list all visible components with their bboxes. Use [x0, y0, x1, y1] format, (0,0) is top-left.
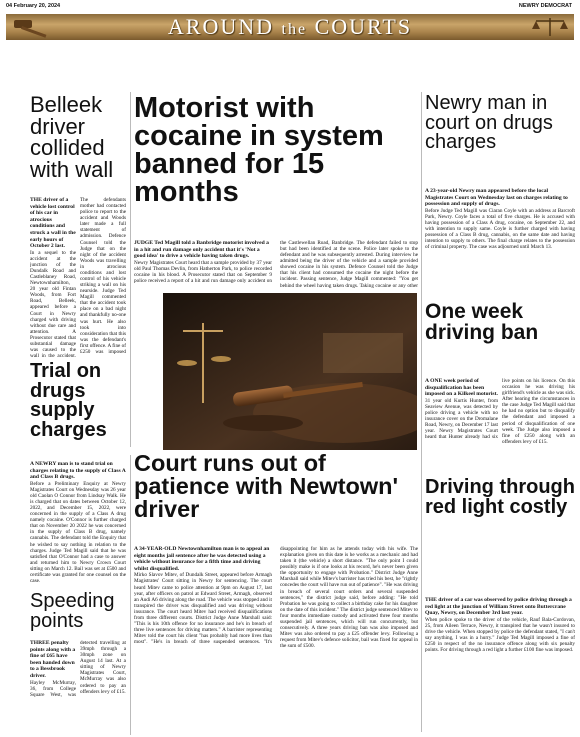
- article-motorist-text: [134, 240, 418, 290]
- article-intro: THREE penalty points along with a fine of £65 have been handed down to a Bessbrook driver.: [30, 640, 76, 679]
- article-court-runs: [134, 452, 418, 521]
- article-red-light: [425, 478, 575, 517]
- section-banner: [6, 14, 574, 40]
- article-body: In a sequel to the accident at the junction of the Dundalk Road and Castleblaney Road, Newtownhamilton, 20 year old Fintan Woods, from Fort Road, Belleek, appeared before a Court in Newry charged with driving without due care and attention. A Prosecutor stated that substantial damage was caused to the wall in the accident. The defendants mother had contacted police to report to the accident and Woods later made a full statement of admission. Defence Counsel told the Judge that on the night of the accident Woods was travelling in atrocious conditions and lost control of his vehicle striking a wall on his nearside. Judge Ted Magill commented that the accident took place on a bad night and thankfully no-one was hurt. He also took into consideration that this was the defendant's first offence. A fine of £250 was imposed: [30, 197, 126, 360]
- banner-word-around: AROUND: [167, 14, 275, 39]
- article-body: 31 year old Kurtis Hunter, from Seaview Avenue, was detected by police driving a vehicle with no insurance cover on the Dromalane Road, Newry, on December 17 last year. Newry Magistrates Court heard that Hunter already had six live points on his licence. On this occasion he was driving his girlfriend's vehicle as she was sick. After hearing the circumstances in the case Judge Ted Magill said that he had no option but to disqualify the defendant and imposed a period of disqualification of one week. The Judge also imposed a fine of £250 along with an offenders levy of £15.: [425, 378, 575, 445]
- article-body: Mirko Slavov Mitev, of Dundalk Street, appeared before Armagh Magistrates' Court sitting in Newry for sentencing. The court heard Mitev came to police attention at 9pm on August 17, last year, after officers on patrol at Edward Street, Armagh, observed an Audi A6 driving along the road. The vehicle was stopped and it transpired the driver was disqualified and was driving without insurance. The court heard Mitev had received disqualifications from three different courts. District Judge Anne Marshall said: "This is his 10th offence for no insurance and he's in breach of three live sentences for driving matters." A barrister representing Mitev told the court his client "has probably had more lives than most". "He's in breach of three suspended sentences. "It's disappointing for him as he attends today with his wife. The explanation given on this date is he works as a mechanic and had taken it (the vehicle) a short distance. "The only point I could possibly make is if one looks at his record, he's never been given the opportunity to engage with Probation." District Judge Anne Marshall said while Mitev's barrister has tried his best, he "rightly concedes the court will have run out of patience". "He was driving in breach of several court orders and several suspended sentences," the district judge said, before adding: "He told Probation he was going to collect a birthday cake for his daughter on the date of this incident." The district judge sentenced Mitev to four months immediate custody and activated three four months suspended jail sentences, which will run concurrently, but consecutively. A three years driving ban was also imposed and Mitev was also ordered to pay a £25 offender levy. Following a request from Mitev's defence solicitor, bail was fixed for appeal in the sum of £500.: [134, 546, 418, 650]
- article-headline: One week driving ban: [425, 300, 539, 344]
- article-belleek-text: [30, 197, 126, 361]
- article-newry-man: [425, 94, 575, 153]
- article-trial-text: [30, 461, 126, 587]
- article-intro: JUDGE Ted Magill told a Banbridge motorist involved a in a hit and run damage only accident that it's 'Not a good idea' to drive a vehicle having taken drugs.: [134, 240, 269, 260]
- article-body: Before Judge Ted Magill was Ciaran Coyle with an address at Barcroft Park, Newry. Coyle faces a total of five charges. He is accused with having possession of a Class A drug, cocaine, on September 22, and with intention to supply same. Coyle is further charged with having possession of a Class B drug, cannabis, on the same date and having intention to supply to others. The final charge relates to the possession of criminal property. The case was adjourned until March 13.: [425, 207, 575, 251]
- article-headline: Trial on drugs supply charges: [30, 360, 107, 441]
- article-intro: A NEWRY man is to stand trial on charges relating to the supply of Class A and Class B drugs.: [30, 461, 126, 481]
- article-intro: THE driver of a vehicle lost control of his car in atrocious conditions and struck a wall in the early hours of October 2 last.: [30, 197, 76, 250]
- article-body: When police spoke to the driver of the vehicle, Rauf Bala-Cordovan, 25, from Aileen Terrace, Newry, it transpired that he wasn't insured to drive the vehicle. When stopped by police the defendant stated, "I can't say anything, I was in a hurry." Judge Ted Magill imposed a fine of £250 in respect of the no insurance offence along with six penalty points. For driving through a red light a further £100 fine was imposed.: [425, 616, 575, 654]
- article-body: Newry Magistrates Court heard that a sample provided by 37 year old Paul Thomas Devlin, from Hatherton Park, to police recorded cocaine in his blood. A Prosecutor stated that on September 9 police received a report of a hit and run damage only accident on the Castlewellan Road, Banbridge. The defendant failed to stop but had been identified at the scene. Police later spoke to the defendant and he was subsequently arrested. During interview he admitted being the driver of the vehicle and a sample provided showed cocaine in his system. Defence Counsel told the Judge that his client had consumed the cocaine the night before the incident. Passing sentence, Judge Magill commented: "You get behind the wheel having taken drugs. Taking cocaine or any other: [134, 240, 418, 289]
- article-motorist: [134, 94, 418, 207]
- column-divider: [130, 92, 131, 447]
- scales-icon: [530, 16, 570, 38]
- paper-name: NEWRY DEMOCRAT: [518, 3, 572, 9]
- article-headline: Speeding points: [30, 590, 115, 632]
- column-divider: [421, 92, 422, 732]
- banner-title: [6, 14, 574, 40]
- article-trial: [30, 362, 126, 440]
- article-court-runs-text: [134, 546, 418, 732]
- banner-word-courts: COURTS: [314, 14, 413, 39]
- article-headline: Court runs out of patience with Newtown' driver: [134, 450, 399, 523]
- article-intro: THE driver of a car was observed by police driving through a red light at the junction of William Street onto Buttercrane Quay, Newry, on December 3rd last year.: [425, 597, 572, 617]
- banner-word-the: the: [281, 21, 308, 38]
- article-headline: Driving through red light costly: [425, 476, 575, 518]
- gavel-scales-image: [163, 293, 417, 450]
- article-headline: Motorist with cocaine in system banned for 15 months: [134, 92, 384, 209]
- article-newry-man-text: [425, 188, 575, 298]
- article-one-week-text: [425, 378, 575, 473]
- article-speeding: [30, 592, 126, 631]
- article-headline: Newry man in court on drugs charges: [425, 92, 553, 154]
- article-intro: A 23-year-old Newry man appeared before the local Magistrates Court on Wednesday last on charges relating to possession and supply of drugs.: [425, 188, 568, 208]
- gavel-photo: [163, 293, 417, 450]
- article-speeding-text: [30, 640, 126, 732]
- page-date: 04 February 20, 2024: [6, 3, 61, 9]
- article-body: Hayley McMurray, 36, from College Square West, was detected travelling at 39mph through a 30mph zone on August 14 last. At a sitting of Newry Magistrates Court, McMurray was also ordered to pay an offenders levy of £15.: [30, 640, 126, 698]
- article-intro: A 34-YEAR-OLD Newtownhamilton man is to appeal an eight months jail sentence after he was detected using a vehicle without insurance for a fifth time and driving whilst disqualified.: [134, 546, 270, 572]
- article-red-light-text: [425, 597, 575, 732]
- article-headline: Belleek driver collided with wall: [30, 92, 114, 182]
- column-divider: [130, 455, 131, 735]
- article-one-week: [425, 302, 575, 343]
- article-intro: A ONE week period of disqualification has been imposed on a Kilkeel motorist.: [425, 378, 498, 398]
- article-belleek: [30, 94, 126, 180]
- article-body: Before a Preliminary Enquiry at Newry Magistrates Court on Wednesday was 26 year old Caolan O Connor from Lindsay Walk. He is charged that on dates between October 12, 2022, and December 15, 2022, were concerned in the supply of a Class A drug namely cocaine. O'Connor is further charged that on November 20 2022 he was concerned in the supply of Class B drug, namely cannabis. The defendant told the Enquiry that he wished to say nothing in relation to the charges. Judge Ted Magill said that he was satisfied that O'Connor had a case to answer and returned him to Newry Crown Court sitting on March 12. Bail was set at £500 and certificate was granted for one counsel on the case.: [30, 480, 126, 585]
